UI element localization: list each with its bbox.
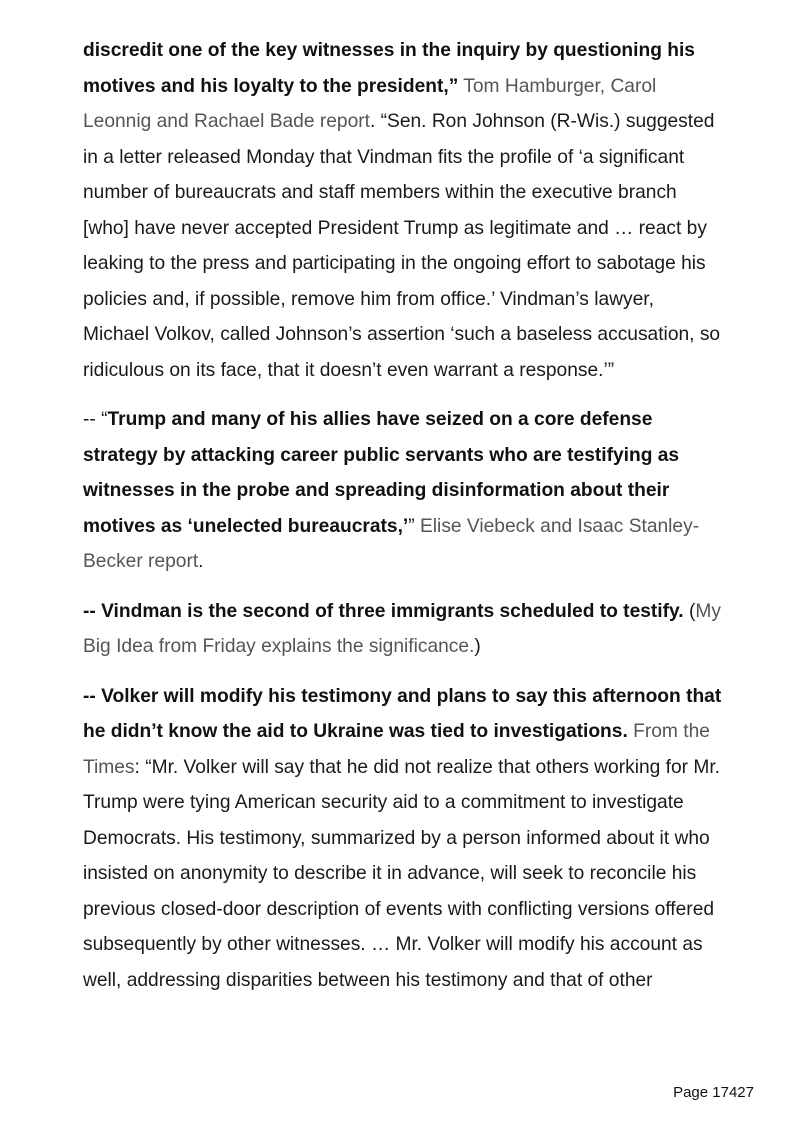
document-body bbox=[83, 33, 723, 1012]
text-run: ( bbox=[683, 600, 696, 622]
page-number: Page 17427 bbox=[673, 1084, 754, 1101]
paragraph-immigrants bbox=[83, 594, 723, 665]
source-link[interactable]: From the Times bbox=[83, 721, 710, 778]
source-link[interactable]: Elise Viebeck and Isaac Stanley-Becker report bbox=[83, 515, 700, 572]
bold-lead: -- Volker will modify his testimony and plans to say this afternoon that he didn’t know the aid to Ukraine was tied to investigations. bbox=[83, 685, 722, 742]
paragraph-vindman-loyalty bbox=[83, 33, 723, 388]
bold-lead: discredit one of the key witnesses in the inquiry by questioning his motives and his loyalty to the president,” bbox=[83, 40, 695, 97]
text-run: : “Mr. Volker will say that he did not realize that others working for Mr. Trump were tying American security aid to a commitment to investigate Democrats. His testimony, summarized by a person informed about it who insisted on anonymity to describe it in advance, will seek to reconcile his previous closed-door description of events with conflicting versions offered subsequently by other witnesses. … Mr. Volker will modify his account as well, addressing disparities between his testimony and that of other bbox=[83, 756, 720, 991]
text-run: ” bbox=[408, 515, 420, 537]
text-run: . “Sen. Ron Johnson (R-Wis.) suggested in a letter released Monday that Vindman fits the profile of ‘a significant number of bureaucrats and staff members within the executive branch [who] have never accepted President Trump as legitimate and … react by leaking to the press and participating in the ongoing effort to sabotage his policies and, if possible, remove him from office.’ Vindman’s lawyer, Michael Volkov, called Johnson’s assertion ‘such a baseless accusation, so ridiculous on its face, that it doesn’t even warrant a response.’” bbox=[83, 111, 721, 381]
source-link[interactable]: Tom Hamburger, Carol Leonnig and Rachael Bade report bbox=[83, 75, 657, 132]
bold-lead: Trump and many of his allies have seized on a core defense strategy by attacking career public servants who are testifying as witnesses in the probe and spreading disinformation about their motives as ‘unelected bureaucrats,’ bbox=[83, 409, 680, 537]
paragraph-career-servants bbox=[83, 402, 723, 580]
text-run: -- “ bbox=[83, 409, 108, 430]
source-link[interactable]: My Big Idea from Friday explains the significance. bbox=[83, 600, 721, 657]
paragraph-volker-testimony bbox=[83, 679, 723, 999]
text-run: ) bbox=[474, 636, 481, 657]
bold-lead: -- Vindman is the second of three immigrants scheduled to testify. bbox=[83, 600, 684, 622]
text-run: . bbox=[198, 551, 204, 572]
